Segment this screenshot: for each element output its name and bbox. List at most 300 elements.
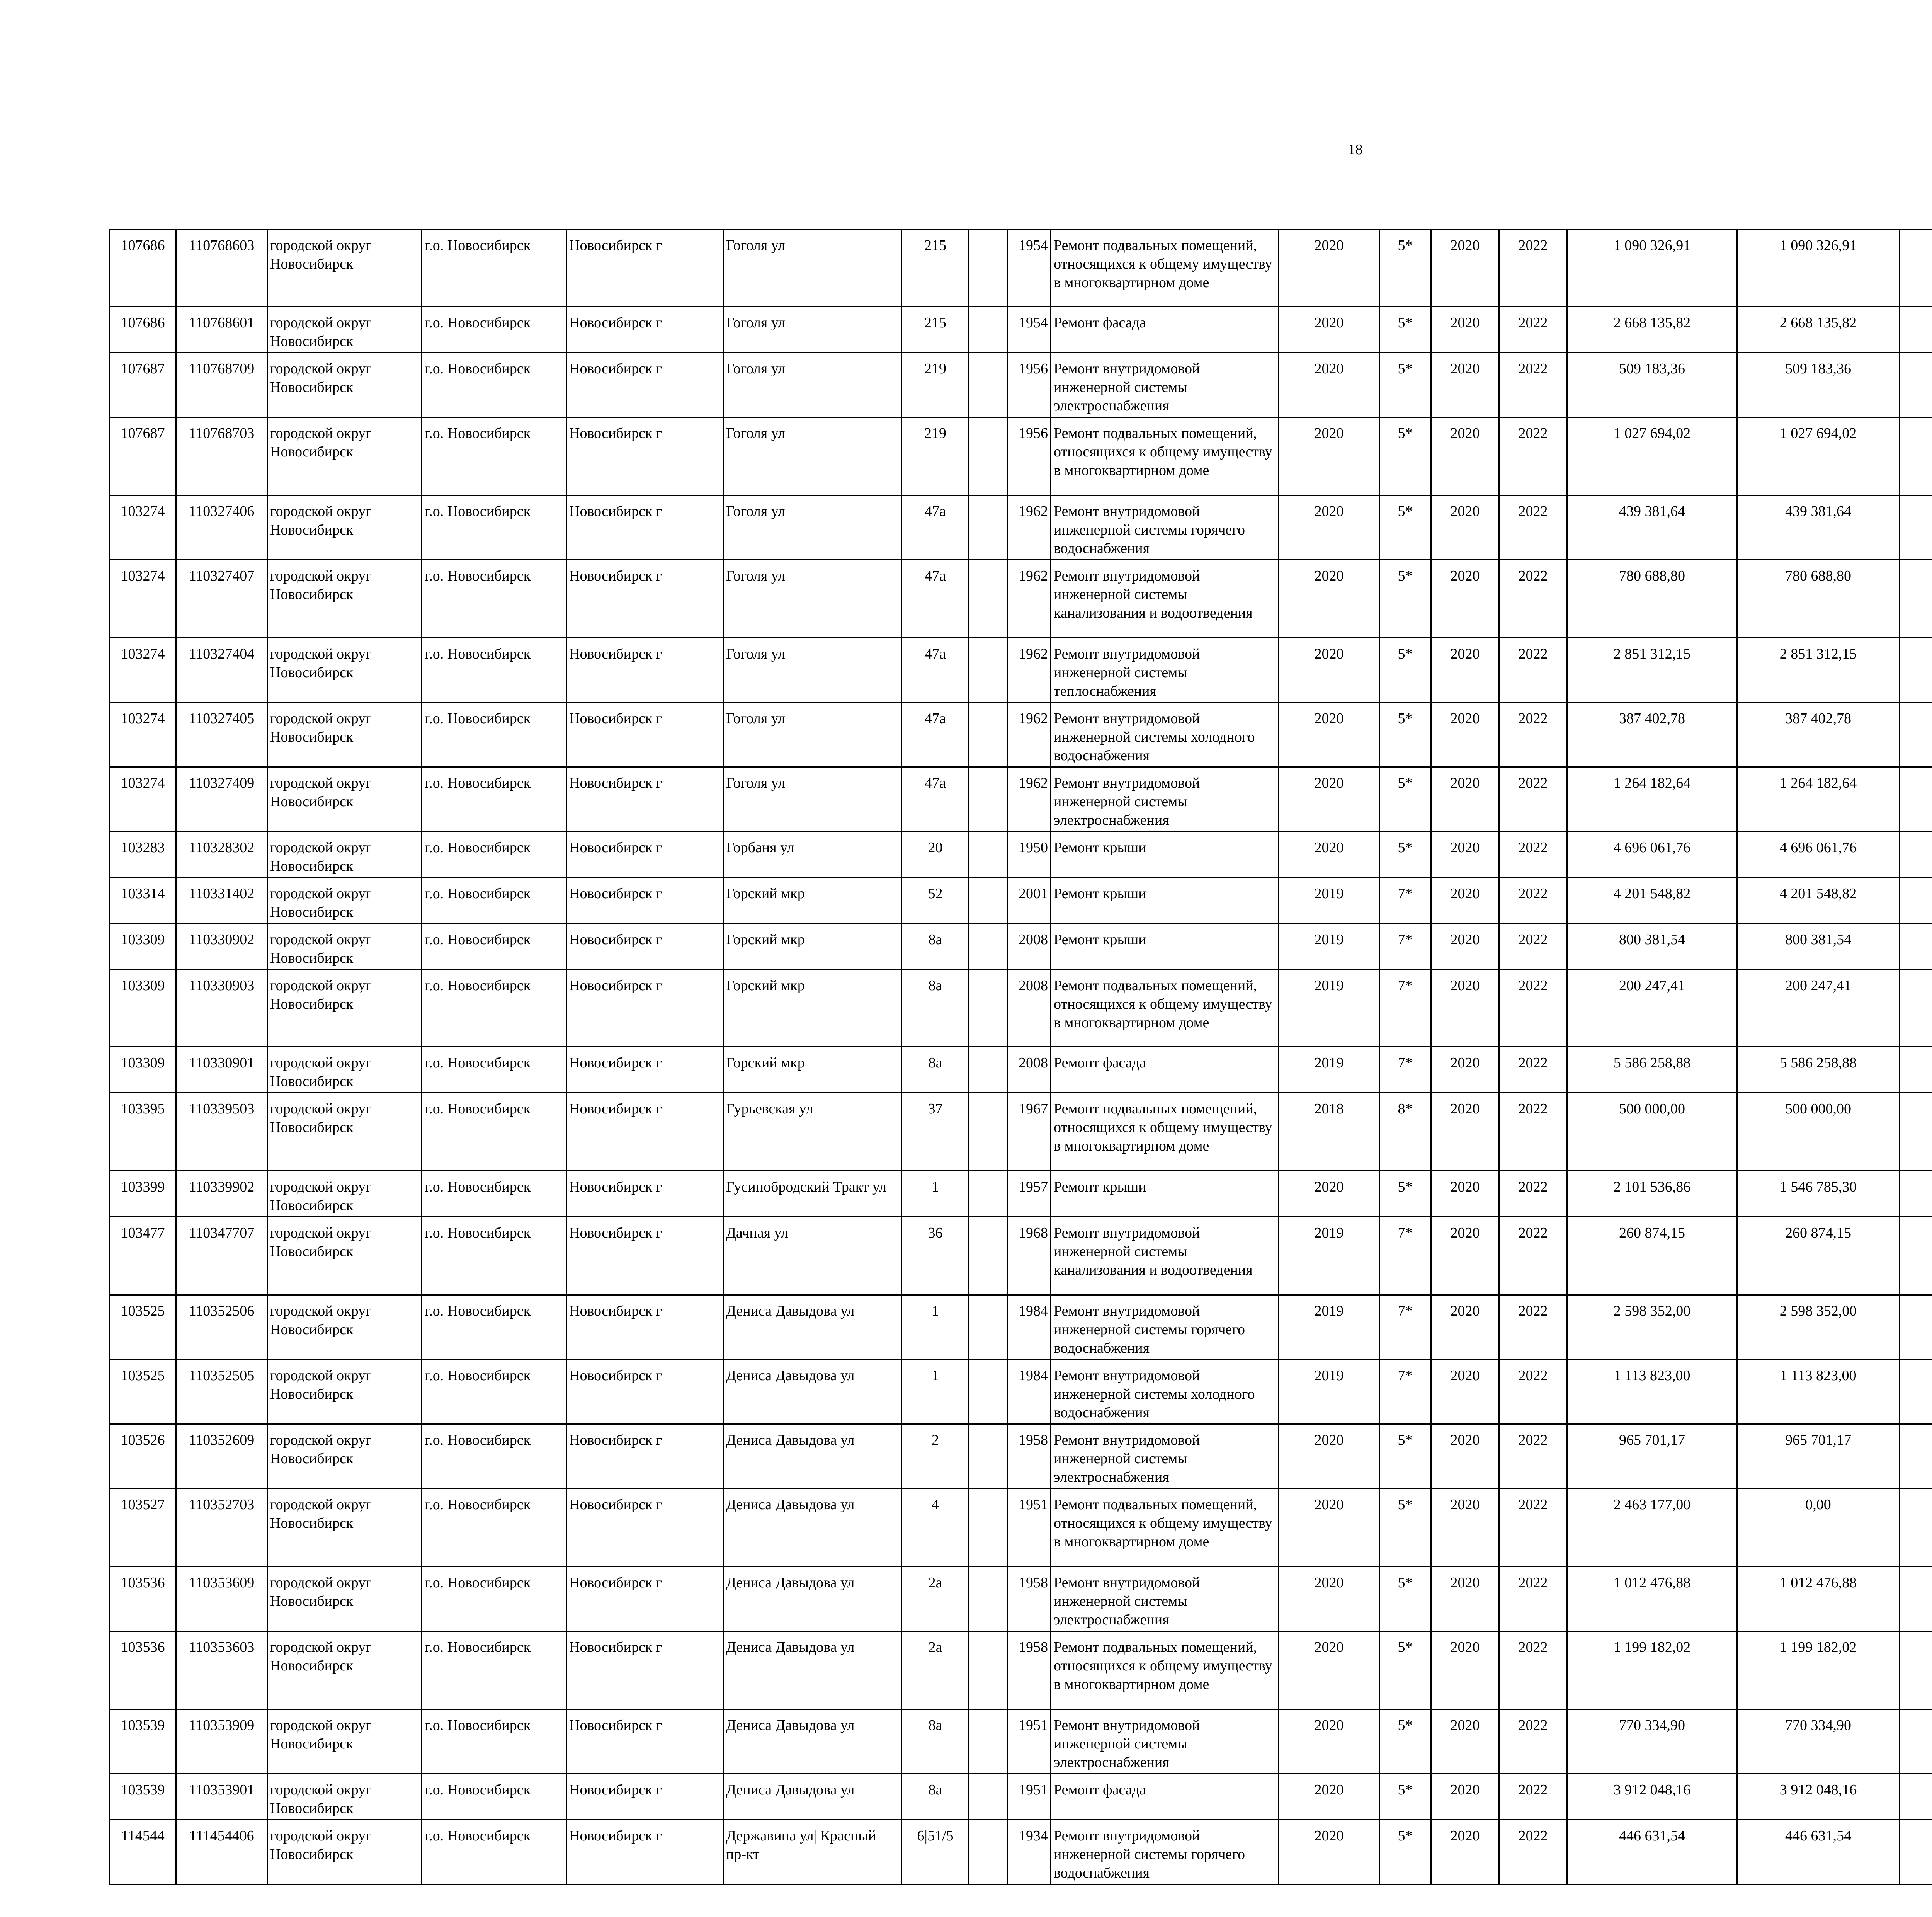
cell-regional-fund: 439 381,64 [1737,495,1900,560]
table-row [110,832,1932,878]
cell-building [969,560,1008,638]
cell-start-year: 2020 [1431,1820,1499,1885]
cell-municipality: городской округ Новосибирск [267,1047,422,1093]
cell-end-year: 2022 [1499,1774,1567,1820]
table-row [110,353,1932,417]
cell-settlement: Новосибирск г [566,307,723,353]
cell-municipal-district: г.о. Новосибирск [422,1820,566,1885]
cell-house-id: 103399 [110,1171,176,1217]
cell-settlement: Новосибирск г [566,767,723,832]
table-row [110,1820,1932,1885]
table-row [110,1424,1932,1489]
table-row [110,1360,1932,1424]
cell-settlement: Новосибирск г [566,1295,723,1360]
cell-street: Дениса Давыдова ул [723,1424,902,1489]
cell-house-number: 1 [902,1171,969,1217]
cell-municipal-district: г.о. Новосибирск [422,1709,566,1774]
cell-house-id: 103309 [110,1047,176,1093]
cell-settlement: Новосибирск г [566,1709,723,1774]
cell-building [969,970,1008,1047]
cell-end-year: 2022 [1499,638,1567,703]
cell-house-number: 8а [902,924,969,970]
cell-plan-year: 2018 [1279,1093,1379,1171]
cell-category: 5* [1379,1424,1431,1489]
cell-municipality: городской округ Новосибирск [267,307,422,353]
cell-municipality: городской округ Новосибирск [267,495,422,560]
cell-municipal-district: г.о. Новосибирск [422,1295,566,1360]
cell-work-type: Ремонт внутридомовой инженерной системы горячего водоснабжения [1051,1820,1279,1885]
cell-regional-fund: 1 199 182,02 [1737,1631,1900,1709]
cell-category: 5* [1379,1489,1431,1567]
cell-total-cost: 439 381,64 [1567,495,1737,560]
cell-work-type: Ремонт внутридомовой инженерной системы канализования и водоотведения [1051,1217,1279,1295]
cell-object-id: 110352505 [176,1360,267,1424]
cell-federal-funds [1900,1171,1932,1217]
cell-start-year: 2020 [1431,1047,1499,1093]
cell-house-number: 215 [902,307,969,353]
cell-regional-fund: 1 012 476,88 [1737,1567,1900,1631]
cell-work-type: Ремонт фасада [1051,1774,1279,1820]
cell-building [969,1295,1008,1360]
cell-house-id: 103309 [110,924,176,970]
cell-plan-year: 2020 [1279,353,1379,417]
cell-year-built: 1984 [1008,1295,1051,1360]
cell-municipal-district: г.о. Новосибирск [422,307,566,353]
cell-house-number: 6|51/5 [902,1820,969,1885]
cell-house-id: 107687 [110,353,176,417]
cell-municipal-district: г.о. Новосибирск [422,924,566,970]
cell-municipality: городской округ Новосибирск [267,1631,422,1709]
cell-end-year: 2022 [1499,417,1567,495]
cell-start-year: 2020 [1431,1709,1499,1774]
cell-settlement: Новосибирск г [566,230,723,307]
cell-house-id: 103283 [110,832,176,878]
cell-house-id: 107686 [110,307,176,353]
cell-object-id: 110328302 [176,832,267,878]
cell-total-cost: 800 381,54 [1567,924,1737,970]
cell-total-cost: 500 000,00 [1567,1093,1737,1171]
cell-category: 7* [1379,970,1431,1047]
cell-total-cost: 2 463 177,00 [1567,1489,1737,1567]
cell-start-year: 2020 [1431,1360,1499,1424]
cell-end-year: 2022 [1499,495,1567,560]
cell-start-year: 2020 [1431,970,1499,1047]
cell-municipality: городской округ Новосибирск [267,638,422,703]
cell-start-year: 2020 [1431,1631,1499,1709]
cell-federal-funds [1900,1217,1932,1295]
cell-house-id: 103314 [110,878,176,924]
table-row [110,560,1932,638]
cell-street: Дениса Давыдова ул [723,1774,902,1820]
cell-settlement: Новосибирск г [566,638,723,703]
cell-federal-funds [1900,417,1932,495]
cell-object-id: 110352506 [176,1295,267,1360]
cell-regional-fund: 800 381,54 [1737,924,1900,970]
cell-house-number: 47а [902,767,969,832]
cell-plan-year: 2020 [1279,767,1379,832]
cell-house-number: 8а [902,1047,969,1093]
cell-building [969,767,1008,832]
cell-total-cost: 1 012 476,88 [1567,1567,1737,1631]
cell-start-year: 2020 [1431,495,1499,560]
cell-street: Горский мкр [723,924,902,970]
cell-street: Дениса Давыдова ул [723,1631,902,1709]
cell-total-cost: 965 701,17 [1567,1424,1737,1489]
cell-object-id: 110768709 [176,353,267,417]
cell-federal-funds [1900,1567,1932,1631]
cell-total-cost: 770 334,90 [1567,1709,1737,1774]
cell-building [969,1774,1008,1820]
cell-year-built: 1967 [1008,1093,1051,1171]
cell-settlement: Новосибирск г [566,1631,723,1709]
cell-object-id: 110327406 [176,495,267,560]
cell-start-year: 2020 [1431,1093,1499,1171]
cell-end-year: 2022 [1499,767,1567,832]
cell-house-number: 1 [902,1295,969,1360]
cell-category: 5* [1379,767,1431,832]
cell-building [969,1360,1008,1424]
cell-regional-fund: 500 000,00 [1737,1093,1900,1171]
cell-house-number: 37 [902,1093,969,1171]
cell-end-year: 2022 [1499,832,1567,878]
cell-year-built: 1954 [1008,307,1051,353]
cell-year-built: 2008 [1008,924,1051,970]
cell-work-type: Ремонт крыши [1051,924,1279,970]
cell-end-year: 2022 [1499,924,1567,970]
cell-total-cost: 2 598 352,00 [1567,1295,1737,1360]
table-row [110,1171,1932,1217]
cell-plan-year: 2020 [1279,495,1379,560]
cell-municipal-district: г.о. Новосибирск [422,1489,566,1567]
cell-object-id: 110768703 [176,417,267,495]
cell-municipal-district: г.о. Новосибирск [422,703,566,767]
cell-house-id: 103526 [110,1424,176,1489]
cell-year-built: 1958 [1008,1424,1051,1489]
cell-street: Гоголя ул [723,495,902,560]
cell-federal-funds [1900,353,1932,417]
cell-building [969,703,1008,767]
cell-end-year: 2022 [1499,230,1567,307]
cell-house-number: 4 [902,1489,969,1567]
cell-plan-year: 2020 [1279,1631,1379,1709]
cell-federal-funds [1900,307,1932,353]
cell-municipal-district: г.о. Новосибирск [422,1631,566,1709]
table-row [110,638,1932,703]
cell-house-number: 219 [902,353,969,417]
cell-start-year: 2020 [1431,1489,1499,1567]
cell-plan-year: 2020 [1279,1171,1379,1217]
cell-house-number: 2а [902,1567,969,1631]
cell-federal-funds [1900,495,1932,560]
cell-municipal-district: г.о. Новосибирск [422,1217,566,1295]
cell-regional-fund: 2 598 352,00 [1737,1295,1900,1360]
cell-house-id: 103536 [110,1631,176,1709]
cell-category: 5* [1379,832,1431,878]
cell-work-type: Ремонт фасада [1051,307,1279,353]
cell-street: Дениса Давыдова ул [723,1295,902,1360]
cell-regional-fund: 3 912 048,16 [1737,1774,1900,1820]
cell-federal-funds [1900,1424,1932,1489]
cell-house-number: 36 [902,1217,969,1295]
cell-total-cost: 260 874,15 [1567,1217,1737,1295]
cell-street: Дениса Давыдова ул [723,1709,902,1774]
cell-federal-funds [1900,638,1932,703]
cell-settlement: Новосибирск г [566,1774,723,1820]
cell-federal-funds [1900,230,1932,307]
cell-end-year: 2022 [1499,1567,1567,1631]
cell-street: Гоголя ул [723,638,902,703]
cell-total-cost: 2 851 312,15 [1567,638,1737,703]
cell-municipality: городской округ Новосибирск [267,353,422,417]
cell-regional-fund: 387 402,78 [1737,703,1900,767]
cell-start-year: 2020 [1431,230,1499,307]
cell-year-built: 1968 [1008,1217,1051,1295]
table-row [110,1567,1932,1631]
cell-settlement: Новосибирск г [566,832,723,878]
cell-municipality: городской округ Новосибирск [267,1360,422,1424]
cell-house-id: 114544 [110,1820,176,1885]
table-row [110,1631,1932,1709]
table-row [110,924,1932,970]
cell-municipality: городской округ Новосибирск [267,924,422,970]
cell-category: 5* [1379,417,1431,495]
cell-building [969,832,1008,878]
cell-plan-year: 2019 [1279,1047,1379,1093]
cell-regional-fund: 4 201 548,82 [1737,878,1900,924]
cell-category: 5* [1379,495,1431,560]
cell-plan-year: 2020 [1279,638,1379,703]
cell-municipality: городской округ Новосибирск [267,560,422,638]
cell-total-cost: 1 199 182,02 [1567,1631,1737,1709]
cell-work-type: Ремонт внутридомовой инженерной системы теплоснабжения [1051,638,1279,703]
cell-year-built: 1962 [1008,560,1051,638]
cell-house-number: 2 [902,1424,969,1489]
cell-settlement: Новосибирск г [566,1047,723,1093]
cell-year-built: 1962 [1008,495,1051,560]
cell-total-cost: 4 201 548,82 [1567,878,1737,924]
cell-federal-funds [1900,924,1932,970]
cell-settlement: Новосибирск г [566,1360,723,1424]
cell-plan-year: 2020 [1279,1489,1379,1567]
cell-start-year: 2020 [1431,1424,1499,1489]
cell-street: Державина ул| Красный пр-кт [723,1820,902,1885]
cell-total-cost: 1 113 823,00 [1567,1360,1737,1424]
cell-object-id: 110768603 [176,230,267,307]
cell-street: Гурьевская ул [723,1093,902,1171]
cell-municipality: городской округ Новосибирск [267,1489,422,1567]
cell-object-id: 110353609 [176,1567,267,1631]
cell-object-id: 110330901 [176,1047,267,1093]
cell-federal-funds [1900,1631,1932,1709]
cell-street: Гоголя ул [723,353,902,417]
cell-building [969,1489,1008,1567]
cell-work-type: Ремонт подвальных помещений, относящихся к общему имуществу в многоквартирном доме [1051,1489,1279,1567]
cell-municipal-district: г.о. Новосибирск [422,638,566,703]
cell-municipality: городской округ Новосибирск [267,832,422,878]
cell-street: Дениса Давыдова ул [723,1489,902,1567]
cell-total-cost: 3 912 048,16 [1567,1774,1737,1820]
cell-municipality: городской округ Новосибирск [267,1424,422,1489]
cell-regional-fund: 965 701,17 [1737,1424,1900,1489]
cell-year-built: 2008 [1008,970,1051,1047]
cell-house-id: 103274 [110,767,176,832]
cell-category: 7* [1379,924,1431,970]
cell-federal-funds [1900,1820,1932,1885]
cell-end-year: 2022 [1499,560,1567,638]
cell-municipal-district: г.о. Новосибирск [422,1171,566,1217]
cell-plan-year: 2020 [1279,832,1379,878]
cell-house-id: 103274 [110,560,176,638]
cell-start-year: 2020 [1431,560,1499,638]
cell-street: Горский мкр [723,1047,902,1093]
cell-plan-year: 2020 [1279,1774,1379,1820]
cell-house-number: 1 [902,1360,969,1424]
cell-object-id: 110339503 [176,1093,267,1171]
cell-total-cost: 4 696 061,76 [1567,832,1737,878]
cell-house-number: 52 [902,878,969,924]
cell-federal-funds [1900,1295,1932,1360]
cell-category: 5* [1379,560,1431,638]
cell-street: Гоголя ул [723,703,902,767]
cell-year-built: 1951 [1008,1774,1051,1820]
cell-municipality: городской округ Новосибирск [267,703,422,767]
cell-regional-fund: 770 334,90 [1737,1709,1900,1774]
cell-street: Дачная ул [723,1217,902,1295]
cell-start-year: 2020 [1431,1567,1499,1631]
table-row [110,970,1932,1047]
cell-work-type: Ремонт крыши [1051,1171,1279,1217]
cell-start-year: 2020 [1431,924,1499,970]
cell-settlement: Новосибирск г [566,1567,723,1631]
cell-municipality: городской округ Новосибирск [267,1774,422,1820]
cell-municipality: городской округ Новосибирск [267,1295,422,1360]
cell-year-built: 1954 [1008,230,1051,307]
cell-house-number: 8а [902,970,969,1047]
cell-work-type: Ремонт внутридомовой инженерной системы электроснабжения [1051,353,1279,417]
cell-municipal-district: г.о. Новосибирск [422,767,566,832]
cell-house-number: 47а [902,703,969,767]
cell-total-cost: 2 668 135,82 [1567,307,1737,353]
cell-building [969,1047,1008,1093]
cell-house-number: 20 [902,832,969,878]
cell-regional-fund: 4 696 061,76 [1737,832,1900,878]
cell-year-built: 1956 [1008,353,1051,417]
cell-total-cost: 446 631,54 [1567,1820,1737,1885]
cell-municipal-district: г.о. Новосибирск [422,970,566,1047]
cell-year-built: 1956 [1008,417,1051,495]
cell-work-type: Ремонт подвальных помещений, относящихся к общему имуществу в многоквартирном доме [1051,970,1279,1047]
cell-building [969,353,1008,417]
cell-total-cost: 1 027 694,02 [1567,417,1737,495]
cell-municipal-district: г.о. Новосибирск [422,417,566,495]
cell-category: 8* [1379,1093,1431,1171]
cell-building [969,230,1008,307]
cell-regional-fund: 1 264 182,64 [1737,767,1900,832]
cell-work-type: Ремонт внутридомовой инженерной системы электроснабжения [1051,767,1279,832]
cell-year-built: 2001 [1008,878,1051,924]
cell-category: 5* [1379,353,1431,417]
cell-object-id: 110331402 [176,878,267,924]
cell-total-cost: 1 090 326,91 [1567,230,1737,307]
cell-year-built: 2008 [1008,1047,1051,1093]
table-row [110,1295,1932,1360]
table-row [110,1047,1932,1093]
cell-start-year: 2020 [1431,878,1499,924]
cell-regional-fund: 2 668 135,82 [1737,307,1900,353]
cell-building [969,1171,1008,1217]
cell-building [969,1567,1008,1631]
cell-object-id: 111454406 [176,1820,267,1885]
cell-building [969,417,1008,495]
cell-object-id: 110353909 [176,1709,267,1774]
cell-house-id: 103274 [110,638,176,703]
cell-building [969,1709,1008,1774]
cell-federal-funds [1900,703,1932,767]
cell-object-id: 110768601 [176,307,267,353]
cell-start-year: 2020 [1431,638,1499,703]
cell-regional-fund: 260 874,15 [1737,1217,1900,1295]
cell-year-built: 1984 [1008,1360,1051,1424]
cell-street: Гоголя ул [723,417,902,495]
cell-total-cost: 5 586 258,88 [1567,1047,1737,1093]
cell-settlement: Новосибирск г [566,878,723,924]
cell-street: Дениса Давыдова ул [723,1360,902,1424]
cell-regional-fund: 1 027 694,02 [1737,417,1900,495]
cell-building [969,495,1008,560]
cell-municipal-district: г.о. Новосибирск [422,878,566,924]
cell-federal-funds [1900,832,1932,878]
cell-end-year: 2022 [1499,1295,1567,1360]
cell-plan-year: 2019 [1279,878,1379,924]
cell-plan-year: 2020 [1279,703,1379,767]
cell-plan-year: 2019 [1279,1217,1379,1295]
cell-municipality: городской округ Новосибирск [267,1567,422,1631]
cell-year-built: 1951 [1008,1489,1051,1567]
cell-plan-year: 2019 [1279,924,1379,970]
cell-end-year: 2022 [1499,307,1567,353]
cell-house-id: 107687 [110,417,176,495]
cell-end-year: 2022 [1499,1820,1567,1885]
cell-category: 5* [1379,1709,1431,1774]
table-row [110,230,1932,307]
cell-municipality: городской округ Новосибирск [267,417,422,495]
cell-settlement: Новосибирск г [566,417,723,495]
cell-regional-fund: 2 851 312,15 [1737,638,1900,703]
cell-start-year: 2020 [1431,1217,1499,1295]
cell-work-type: Ремонт подвальных помещений, относящихся к общему имуществу в многоквартирном доме [1051,1631,1279,1709]
cell-category: 7* [1379,1217,1431,1295]
cell-municipality: городской округ Новосибирск [267,230,422,307]
table-row [110,1217,1932,1295]
cell-year-built: 1934 [1008,1820,1051,1885]
cell-municipal-district: г.о. Новосибирск [422,560,566,638]
cell-building [969,638,1008,703]
cell-plan-year: 2019 [1279,1295,1379,1360]
cell-settlement: Новосибирск г [566,353,723,417]
cell-plan-year: 2020 [1279,1820,1379,1885]
cell-end-year: 2022 [1499,878,1567,924]
cell-house-id: 103395 [110,1093,176,1171]
cell-federal-funds [1900,1709,1932,1774]
cell-house-number: 215 [902,230,969,307]
cell-municipal-district: г.о. Новосибирск [422,1774,566,1820]
cell-municipality: городской округ Новосибирск [267,1093,422,1171]
cell-settlement: Новосибирск г [566,1489,723,1567]
cell-end-year: 2022 [1499,1631,1567,1709]
cell-plan-year: 2020 [1279,307,1379,353]
cell-street: Гоголя ул [723,307,902,353]
cell-federal-funds [1900,560,1932,638]
